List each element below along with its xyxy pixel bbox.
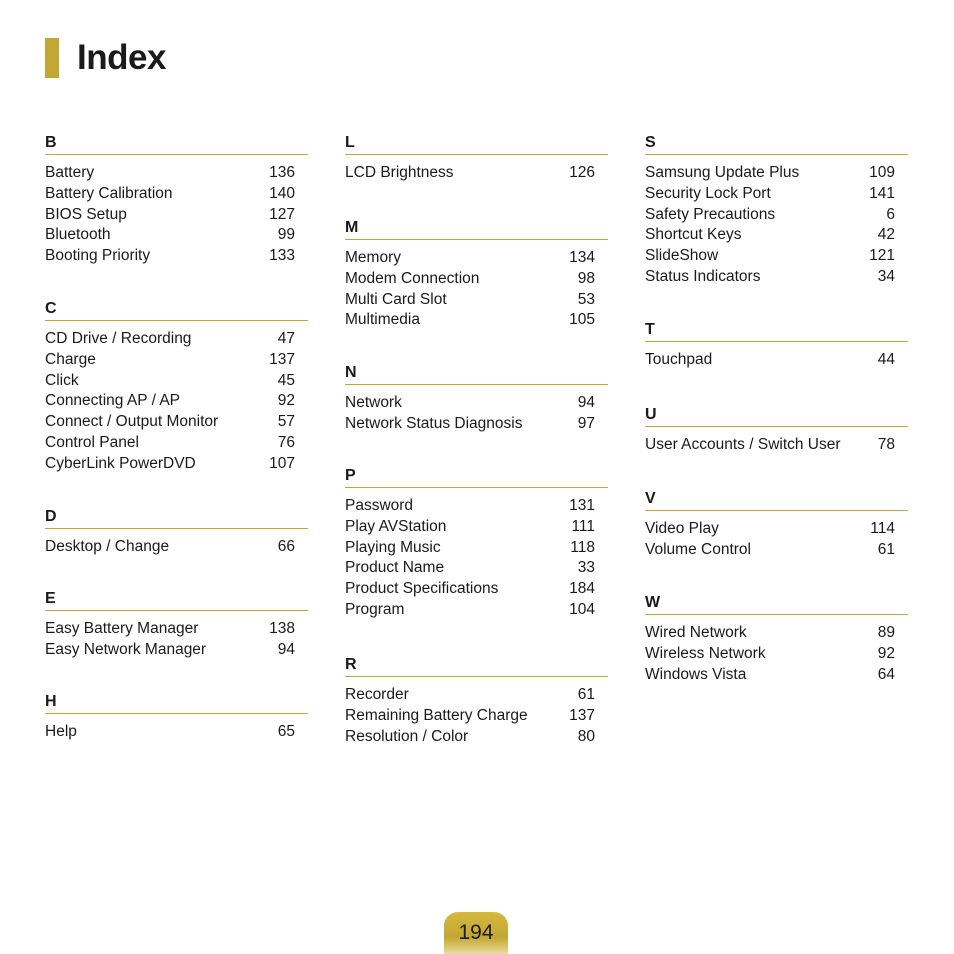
entry-list bbox=[345, 685, 608, 747]
entry-label: Battery Calibration bbox=[45, 184, 173, 202]
index-entry bbox=[645, 435, 908, 456]
index-entry bbox=[345, 290, 608, 311]
entry-page-number: 184 bbox=[569, 580, 595, 598]
index-entry bbox=[645, 267, 908, 288]
index-entry bbox=[345, 414, 608, 435]
entry-label: Memory bbox=[345, 249, 401, 266]
entry-page-number: 111 bbox=[571, 517, 595, 535]
entry-list bbox=[345, 163, 608, 184]
index-entry bbox=[45, 225, 308, 246]
index-entry bbox=[45, 184, 308, 205]
entry-page-number: 133 bbox=[269, 247, 295, 265]
entry-page-number: 121 bbox=[869, 247, 895, 265]
section-letter: N bbox=[345, 364, 357, 381]
entry-page-number: 53 bbox=[577, 290, 595, 308]
entry-label: Control Panel bbox=[45, 433, 139, 451]
index-entry bbox=[45, 722, 308, 743]
index-entry bbox=[45, 329, 308, 350]
section-divider bbox=[345, 154, 608, 155]
entry-page-number: 76 bbox=[277, 433, 295, 451]
index-entry bbox=[45, 454, 308, 475]
entry-label: Resolution / Color bbox=[345, 727, 469, 745]
entry-page-number: 109 bbox=[869, 164, 895, 181]
index-entry bbox=[45, 619, 308, 640]
section-divider bbox=[345, 487, 608, 488]
entry-label: Safety Precautions bbox=[645, 205, 776, 223]
index-entry bbox=[345, 163, 608, 184]
index-entry bbox=[645, 644, 908, 665]
index-entry bbox=[645, 205, 908, 226]
entry-page-number: 105 bbox=[569, 311, 595, 329]
index-entry bbox=[345, 538, 608, 559]
entry-label: Battery bbox=[45, 164, 95, 181]
entry-page-number: 47 bbox=[277, 330, 295, 347]
entry-page-number: 89 bbox=[877, 624, 895, 641]
entry-label: Password bbox=[345, 497, 414, 514]
entry-list bbox=[345, 393, 608, 435]
entry-label: Charge bbox=[45, 350, 96, 368]
entry-page-number: 57 bbox=[277, 413, 295, 431]
index-entry bbox=[645, 519, 908, 540]
index-entry bbox=[345, 496, 608, 517]
entry-page-number: 137 bbox=[269, 350, 295, 368]
entry-label: Multi Card Slot bbox=[345, 290, 447, 308]
entry-label: LCD Brightness bbox=[345, 164, 454, 181]
index-section-m bbox=[345, 218, 608, 331]
entry-list bbox=[645, 435, 908, 456]
entry-page-number: 141 bbox=[869, 184, 895, 202]
index-section-d bbox=[45, 507, 308, 558]
entry-list bbox=[345, 248, 608, 331]
index-entry bbox=[645, 350, 908, 371]
entry-page-number: 97 bbox=[577, 414, 595, 432]
index-entry bbox=[345, 310, 608, 331]
index-section-v bbox=[645, 489, 908, 561]
section-divider bbox=[45, 320, 308, 321]
index-section-u bbox=[645, 405, 908, 456]
section-letter: R bbox=[345, 656, 357, 673]
index-entry bbox=[645, 225, 908, 246]
page-title: Index bbox=[77, 38, 166, 77]
index-entry bbox=[45, 350, 308, 371]
entry-page-number: 65 bbox=[277, 723, 295, 740]
entry-label: Modem Connection bbox=[345, 269, 480, 287]
entry-label: Recorder bbox=[345, 686, 409, 703]
index-entry bbox=[45, 537, 308, 558]
entry-label: Connecting AP / AP bbox=[45, 392, 181, 410]
entry-page-number: 94 bbox=[577, 394, 595, 411]
index-entry bbox=[645, 163, 908, 184]
section-letter: M bbox=[345, 219, 359, 236]
entry-list bbox=[45, 163, 308, 267]
entry-list bbox=[45, 537, 308, 558]
index-entry bbox=[345, 727, 608, 748]
index-entry bbox=[645, 623, 908, 644]
section-divider bbox=[645, 510, 908, 511]
entry-list bbox=[45, 722, 308, 743]
entry-page-number: 45 bbox=[277, 371, 295, 389]
entry-label: Booting Priority bbox=[45, 247, 151, 265]
entry-label: Touchpad bbox=[645, 351, 713, 368]
index-section-w bbox=[645, 593, 908, 685]
section-letter: T bbox=[645, 321, 655, 338]
entry-page-number: 61 bbox=[877, 540, 895, 558]
entry-page-number: 137 bbox=[569, 706, 595, 724]
index-section-s bbox=[645, 133, 908, 288]
section-letter: H bbox=[45, 693, 57, 710]
title-accent-bar bbox=[45, 38, 59, 78]
section-divider bbox=[645, 154, 908, 155]
entry-label: Security Lock Port bbox=[645, 184, 771, 202]
entry-page-number: 44 bbox=[877, 351, 895, 368]
entry-label: Program bbox=[345, 600, 405, 618]
section-letter: E bbox=[45, 590, 56, 607]
section-divider bbox=[645, 426, 908, 427]
entry-page-number: 42 bbox=[877, 226, 895, 244]
entry-label: Help bbox=[45, 723, 77, 740]
entry-label: CyberLink PowerDVD bbox=[45, 454, 196, 472]
entry-label: BIOS Setup bbox=[45, 205, 127, 223]
section-letter: B bbox=[45, 134, 57, 151]
entry-label: Product Specifications bbox=[345, 580, 499, 598]
entry-list bbox=[645, 350, 908, 371]
section-divider bbox=[45, 610, 308, 611]
index-section-p bbox=[345, 466, 608, 621]
index-section-n bbox=[345, 363, 608, 435]
entry-list bbox=[645, 519, 908, 561]
entry-label: Multimedia bbox=[345, 311, 420, 329]
entry-page-number: 131 bbox=[569, 497, 595, 514]
entry-list bbox=[45, 619, 308, 661]
entry-label: Wireless Network bbox=[645, 644, 766, 662]
entry-label: Easy Battery Manager bbox=[45, 620, 199, 637]
entry-list bbox=[645, 163, 908, 288]
entry-page-number: 33 bbox=[577, 559, 595, 577]
entry-label: Click bbox=[45, 371, 79, 389]
index-entry bbox=[645, 540, 908, 561]
index-section-e bbox=[45, 589, 308, 661]
section-letter: W bbox=[645, 594, 661, 611]
section-divider bbox=[45, 528, 308, 529]
section-divider bbox=[45, 154, 308, 155]
entry-list bbox=[45, 329, 308, 475]
entry-label: Play AVStation bbox=[345, 517, 447, 535]
entry-list bbox=[645, 623, 908, 685]
page-number: 194 bbox=[458, 921, 494, 944]
entry-page-number: 134 bbox=[569, 249, 595, 266]
index-section-h bbox=[45, 692, 308, 743]
index-entry bbox=[345, 517, 608, 538]
entry-page-number: 107 bbox=[269, 454, 295, 472]
index-entry bbox=[345, 393, 608, 414]
entry-label: User Accounts / Switch User bbox=[645, 436, 841, 453]
entry-page-number: 104 bbox=[569, 600, 595, 618]
index-entry bbox=[45, 163, 308, 184]
index-entry bbox=[45, 412, 308, 433]
entry-page-number: 61 bbox=[577, 686, 595, 703]
index-entry bbox=[645, 246, 908, 267]
section-letter: C bbox=[45, 300, 57, 317]
index-entry bbox=[45, 640, 308, 661]
entry-page-number: 64 bbox=[877, 665, 895, 683]
section-letter: D bbox=[45, 508, 57, 525]
section-letter: L bbox=[345, 134, 355, 151]
entry-page-number: 126 bbox=[569, 164, 595, 181]
index-section-r bbox=[345, 655, 608, 747]
entry-label: Desktop / Change bbox=[45, 538, 170, 555]
section-divider bbox=[345, 384, 608, 385]
entry-label: Remaining Battery Charge bbox=[345, 706, 528, 724]
entry-label: Network Status Diagnosis bbox=[345, 414, 523, 432]
section-letter: V bbox=[645, 490, 656, 507]
index-entry bbox=[45, 246, 308, 267]
index-entry bbox=[645, 184, 908, 205]
entry-label: Wired Network bbox=[645, 624, 747, 641]
section-letter: S bbox=[645, 134, 656, 151]
entry-page-number: 136 bbox=[269, 164, 295, 181]
entry-page-number: 127 bbox=[269, 205, 295, 223]
index-entry bbox=[345, 558, 608, 579]
entry-label: Playing Music bbox=[345, 538, 441, 556]
entry-label: SlideShow bbox=[645, 247, 719, 265]
entry-page-number: 98 bbox=[577, 269, 595, 287]
section-letter: U bbox=[645, 406, 657, 423]
index-entry bbox=[345, 579, 608, 600]
section-divider bbox=[345, 676, 608, 677]
entry-label: Volume Control bbox=[645, 540, 751, 558]
entry-page-number: 99 bbox=[277, 226, 295, 244]
entry-page-number: 80 bbox=[577, 727, 595, 745]
index-entry bbox=[45, 205, 308, 226]
index-entry bbox=[45, 371, 308, 392]
entry-page-number: 92 bbox=[277, 392, 295, 410]
index-entry bbox=[345, 600, 608, 621]
index-section-c bbox=[45, 299, 308, 475]
entry-page-number: 94 bbox=[277, 640, 295, 658]
entry-label: Shortcut Keys bbox=[645, 226, 742, 244]
entry-page-number: 6 bbox=[886, 205, 895, 223]
index-entry bbox=[345, 706, 608, 727]
entry-page-number: 66 bbox=[277, 538, 295, 555]
index-entry bbox=[45, 391, 308, 412]
entry-page-number: 78 bbox=[877, 436, 895, 453]
entry-label: Connect / Output Monitor bbox=[45, 413, 219, 431]
entry-page-number: 92 bbox=[877, 644, 895, 662]
entry-label: Samsung Update Plus bbox=[645, 164, 800, 181]
entry-label: CD Drive / Recording bbox=[45, 330, 192, 347]
index-entry bbox=[345, 248, 608, 269]
section-divider bbox=[645, 341, 908, 342]
index-entry bbox=[45, 433, 308, 454]
index-section-t bbox=[645, 320, 908, 371]
entry-page-number: 118 bbox=[570, 538, 595, 556]
entry-label: Network bbox=[345, 394, 402, 411]
section-divider bbox=[45, 713, 308, 714]
index-entry bbox=[645, 665, 908, 686]
entry-page-number: 138 bbox=[269, 620, 295, 637]
index-entry bbox=[345, 685, 608, 706]
index-section-l bbox=[345, 133, 608, 184]
entry-label: Product Name bbox=[345, 559, 445, 577]
section-divider bbox=[345, 239, 608, 240]
entry-list bbox=[345, 496, 608, 621]
section-divider bbox=[645, 614, 908, 615]
entry-page-number: 140 bbox=[269, 184, 295, 202]
entry-page-number: 34 bbox=[877, 267, 895, 285]
entry-page-number: 114 bbox=[870, 520, 895, 537]
entry-label: Status Indicators bbox=[645, 267, 761, 285]
index-entry bbox=[345, 269, 608, 290]
entry-label: Windows Vista bbox=[645, 665, 747, 683]
entry-label: Video Play bbox=[645, 520, 719, 537]
section-letter: P bbox=[345, 467, 356, 484]
index-section-b bbox=[45, 133, 308, 267]
entry-label: Bluetooth bbox=[45, 226, 111, 244]
entry-label: Easy Network Manager bbox=[45, 640, 207, 658]
